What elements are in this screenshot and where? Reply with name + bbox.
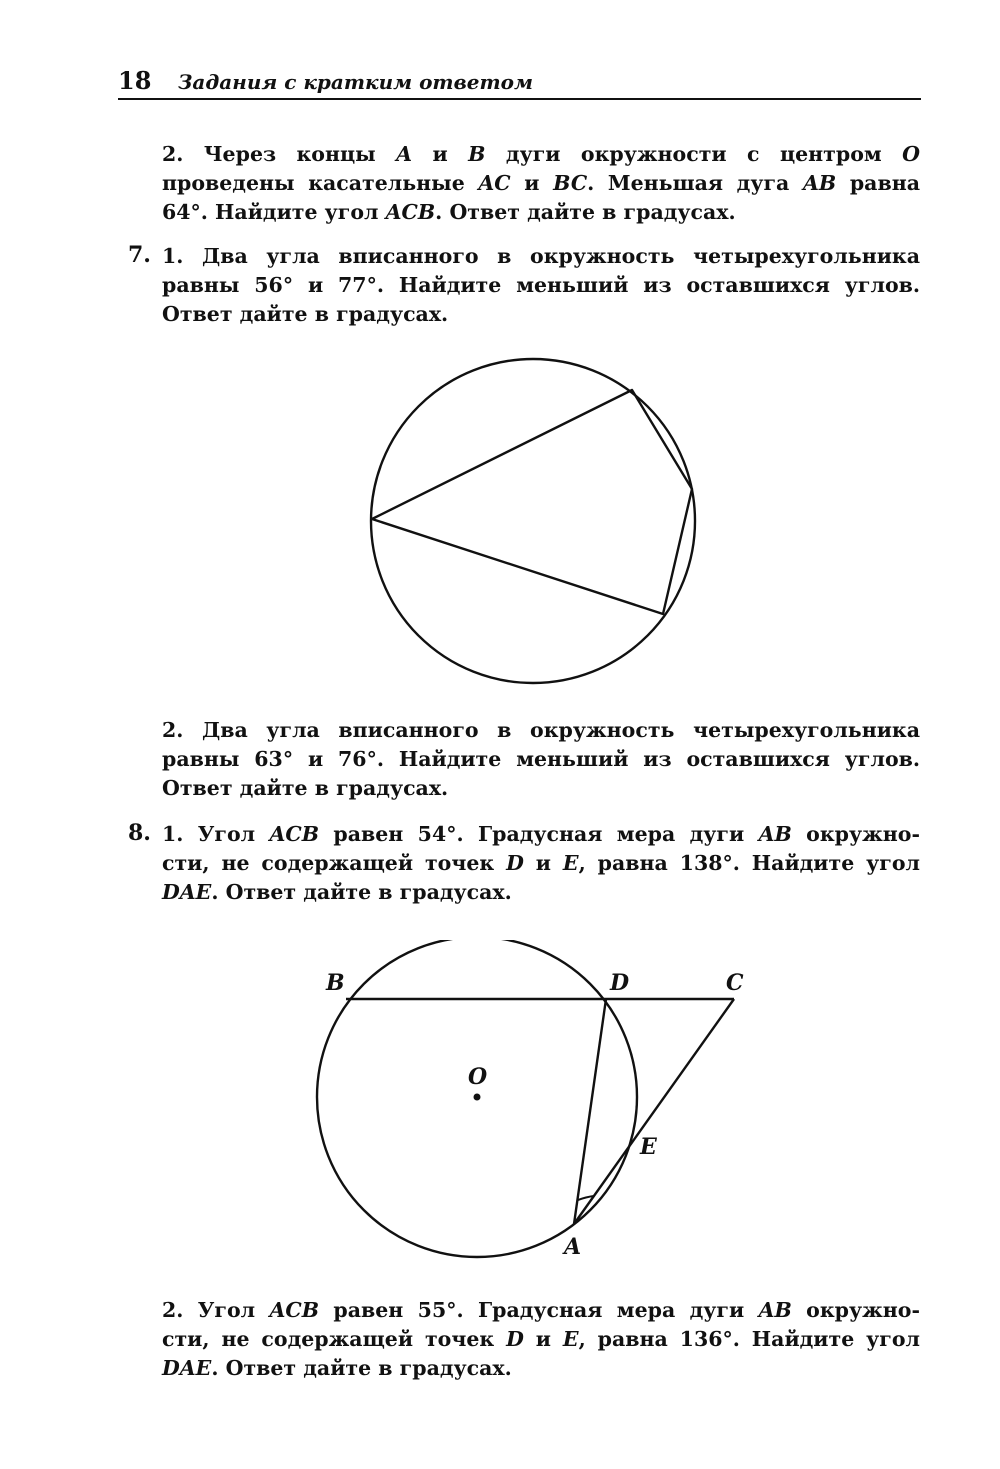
- task8-part1-text: [162, 820, 920, 907]
- task7-quadrilateral: [372, 390, 692, 614]
- task7-part2-text: [162, 716, 920, 803]
- task8-part1-line: DAE. Ответ дайте в градусах.: [162, 880, 512, 904]
- label-e: E: [640, 1134, 657, 1160]
- task8-part2-line: DAE. Ответ дайте в градусах.: [162, 1356, 512, 1380]
- task7-number: 7.: [128, 242, 151, 268]
- task7-part1-line: Ответ дайте в градусах.: [162, 302, 449, 326]
- label-c: C: [726, 970, 744, 996]
- task6-part2-line: 64°. Найдите угол ACB. Ответ дайте в градусах.: [162, 200, 736, 224]
- running-title: Задания с кратким ответом: [178, 70, 533, 94]
- center-point: [474, 1094, 481, 1101]
- task7-figure: [360, 350, 710, 700]
- task8-figure: [300, 940, 770, 1270]
- task7-part1-line: 1. Два угла вписанного в окружность четырехугольника: [162, 244, 920, 268]
- page-number: 18: [118, 66, 152, 95]
- task8-number: 8.: [128, 820, 151, 846]
- task6-part2-line: проведены касательные AC и BC. Меньшая дуга AB равна: [162, 171, 920, 195]
- task7-part2-line: 2. Два угла вписанного в окружность четырехугольника: [162, 718, 920, 742]
- segment-da: [574, 999, 606, 1224]
- task8-part1-line: 1. Угол ACB равен 54°. Градусная мера дуги AB окружно-: [162, 822, 920, 846]
- label-o: O: [468, 1064, 488, 1090]
- label-b: B: [326, 970, 345, 996]
- task7-part2-line: равны 63° и 76°. Найдите меньший из оставшихся углов.: [162, 747, 920, 771]
- page-header: [118, 66, 921, 100]
- label-a: A: [564, 1234, 582, 1260]
- task7-part2-line: Ответ дайте в градусах.: [162, 776, 449, 800]
- task6-part2-text: [162, 140, 920, 227]
- task8-part2-line: сти, не содержащей точек D и E, равна 136°. Найдите угол: [162, 1327, 920, 1351]
- task7-part1-line: равны 56° и 77°. Найдите меньший из оставшихся углов.: [162, 273, 920, 297]
- segment-ca: [574, 999, 734, 1224]
- task7-circle: [371, 359, 695, 683]
- task8-part2-text: [162, 1296, 920, 1383]
- task8-part2-line: 2. Угол ACB равен 55°. Градусная мера дуги AB окружно-: [162, 1298, 920, 1322]
- task7-part1-text: [162, 242, 920, 329]
- label-d: D: [610, 970, 630, 996]
- task8-part1-line: сти, не содержащей точек D и E, равна 138°. Найдите угол: [162, 851, 920, 875]
- task6-part2-line: 2. Через концы A и B дуги окружности с центром O: [162, 142, 920, 166]
